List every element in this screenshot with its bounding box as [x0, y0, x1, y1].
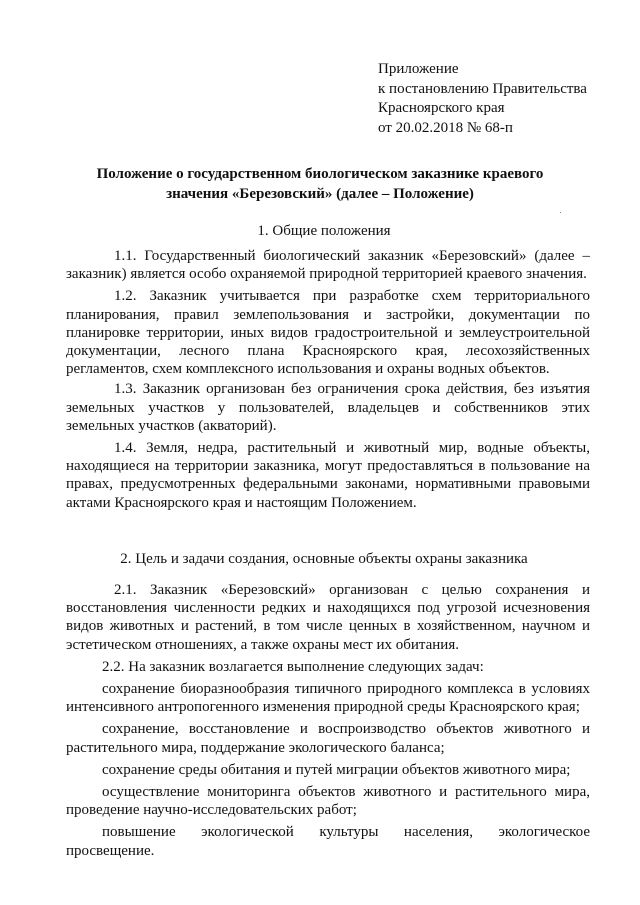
section-1-heading: 1. Общие положения [257, 223, 391, 239]
task-item: сохранение биоразнообразия типичного природного комплекса в условиях интенсивного антропогенного изменения природной среды Красноярского края; [66, 681, 590, 716]
task-item: сохранение, восстановление и воспроизводство объектов животного и растительного мира, поддержание экологического баланса; [66, 721, 590, 756]
paragraph-2-2: 2.2. На заказник возлагается выполнение следующих задач: [102, 658, 484, 675]
paragraph-1-3: 1.3. Заказник организован без ограничения срока действия, без изъятия земельных участков у пользователей, владельцев и собственников этих земельных участков (акваторий). [66, 381, 590, 434]
task-item: повышение экологической культуры населения, экологическое просвещение. [66, 824, 590, 859]
task-item: сохранение среды обитания и путей миграции объектов животного мира; [102, 761, 571, 778]
appendix-date-line: от 20.02.2018 № 68-п [378, 119, 513, 136]
section-2-body [66, 581, 590, 864]
title-line: значения «Березовский» (далее – Положение) [166, 186, 474, 202]
title-line: Положение о государственном биологическом заказнике краевого [96, 166, 544, 182]
appendix-line: к постановлению Правительства [378, 80, 587, 97]
document-title [60, 164, 580, 204]
paragraph-2-1: 2.1. Заказник «Березовский» организован с целью сохранения и восстановления численности редких и находящихся под угрозой исчезновения видов животных и растений, в том числе ценных в хозяйственном, научном и эстетическом отношениях, а также охраны мест их обитания. [66, 582, 590, 653]
paragraph-1-2: 1.2. Заказник учитывается при разработке схем территориального планирования, правил землепользования и застройки, документации по планировке территории, иных видов градостроительной и землеустроительной документации, лесного плана Красноярского края, лесохозяйственных регламентов, схем комплексного использования и охраны водных объектов. [66, 288, 590, 378]
appendix-line: Красноярского края [378, 100, 505, 116]
paragraph-1-4: 1.4. Земля, недра, растительный и животный мир, водные объекты, находящиеся на территории заказника, могут предоставляться в пользование на правах, предусмотренных федеральными законами, нормативными правовыми актами Красноярского края и настоящим Положением. [66, 440, 590, 511]
appendix-header [378, 60, 587, 138]
task-item: осуществление мониторинга объектов животного и растительного мира, проведение научно-исследовательских работ; [66, 784, 590, 819]
paragraph-1-1: 1.1. Государственный биологический заказник «Березовский» (далее – заказник) является особо охраняемой природной территорией краевого значения. [66, 248, 590, 283]
section-1-body [66, 247, 590, 516]
scan-speck [560, 212, 561, 213]
section-2-heading: 2. Цель и задачи создания, основные объекты охраны заказника [120, 551, 528, 567]
appendix-line: Приложение [378, 61, 459, 77]
